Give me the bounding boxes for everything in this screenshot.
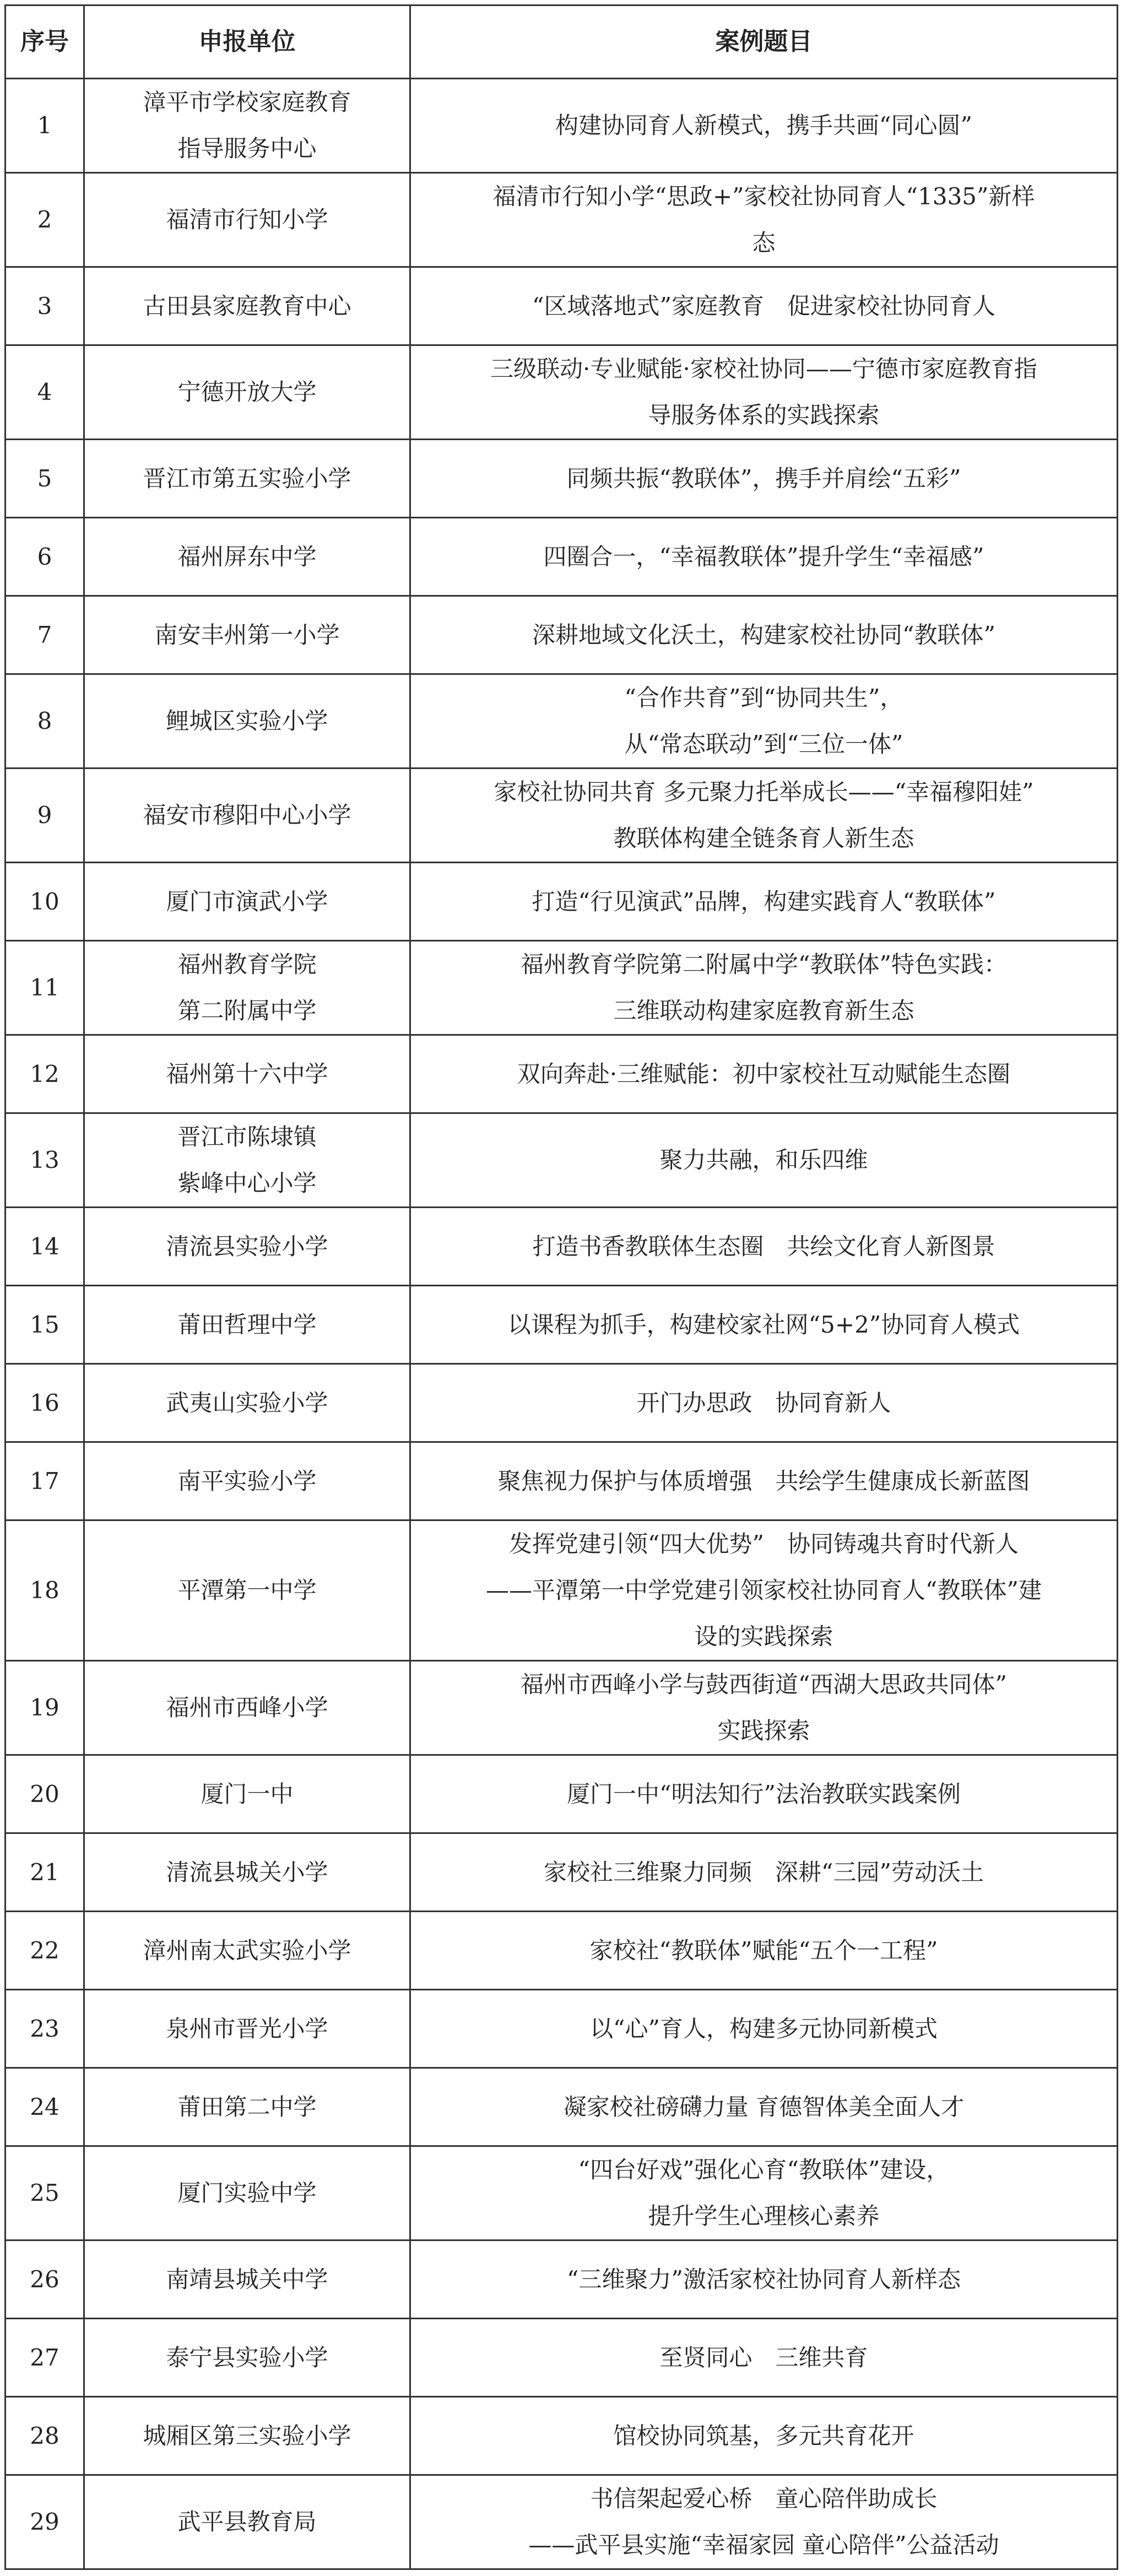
table-row <box>6 2475 1118 2569</box>
row-unit <box>84 596 410 674</box>
row-index <box>6 1520 84 1661</box>
row-unit <box>84 2241 410 2319</box>
row-title <box>410 2068 1118 2146</box>
table-row <box>6 1364 1118 1442</box>
row-index-text: 13 <box>30 1146 59 1173</box>
row-unit-text: 漳平市学校家庭教育 指导服务中心 <box>143 89 351 162</box>
table-row <box>6 1442 1118 1520</box>
row-title <box>410 1755 1118 1833</box>
row-title-text: 至贤同心 三维共育 <box>659 2344 868 2371</box>
row-index-text: 27 <box>30 2344 59 2371</box>
row-index-text: 7 <box>37 621 52 648</box>
row-title <box>410 863 1118 941</box>
row-title-text: “三维聚力”激活家校社协同育人新样态 <box>567 2265 961 2293</box>
row-index-text: 23 <box>30 2015 59 2042</box>
row-unit <box>84 2319 410 2397</box>
row-unit <box>84 79 410 173</box>
table-row <box>6 440 1118 518</box>
row-index-text: 16 <box>30 1389 59 1416</box>
row-title-text: 聚力共融，和乐四维 <box>659 1146 868 1173</box>
row-title <box>410 1208 1118 1286</box>
row-unit-text: 莆田哲理中学 <box>177 1311 317 1338</box>
table-row <box>6 2397 1118 2475</box>
row-unit-text: 晋江市第五实验小学 <box>143 464 351 492</box>
row-title-text: 开门办思政 协同育新人 <box>636 1389 891 1416</box>
table-row <box>6 1113 1118 1208</box>
row-title-text: 双向奔赴·三维赋能：初中家校社互动赋能生态圈 <box>517 1060 1011 1087</box>
row-unit-text: 南平实验小学 <box>177 1467 317 1495</box>
row-unit <box>84 2068 410 2146</box>
row-unit-text: 古田县家庭教育中心 <box>143 292 351 320</box>
row-unit-text: 武夷山实验小学 <box>166 1389 328 1416</box>
row-title-text: 书信架起爱心桥 童心陪伴助成长 ——武平县实施“幸福家园 童心陪伴”公益活动 <box>528 2485 999 2558</box>
row-title-text: 聚焦视力保护与体质增强 共绘学生健康成长新蓝图 <box>497 1467 1030 1495</box>
row-title <box>410 596 1118 674</box>
row-unit-text: 南安丰州第一小学 <box>154 621 340 648</box>
row-title-text: “合作共育”到“协同共生”， 从“常态联动”到“三位一体” <box>624 684 903 757</box>
row-unit-text: 福州第十六中学 <box>166 1060 328 1087</box>
row-index <box>6 1113 84 1208</box>
row-index-text: 28 <box>30 2422 59 2449</box>
row-title <box>410 345 1118 440</box>
row-title-text: 以“心”育人，构建多元协同新模式 <box>590 2015 938 2042</box>
row-unit-text: 福州屏东中学 <box>177 543 317 570</box>
table-row <box>6 345 1118 440</box>
row-unit <box>84 1990 410 2068</box>
row-title-text: 家校社三维聚力同频 深耕“三园”劳动沃土 <box>544 1858 984 1886</box>
row-index <box>6 2475 84 2569</box>
row-unit <box>84 1113 410 1208</box>
row-title-text: 三级联动·专业赋能·家校社协同——宁德市家庭教育指 导服务体系的实践探索 <box>490 355 1037 429</box>
row-title <box>410 2319 1118 2397</box>
table-row <box>6 596 1118 674</box>
row-title-text: 家校社“教联体”赋能“五个一工程” <box>589 1936 938 1964</box>
row-index-text: 9 <box>37 802 52 829</box>
row-title-text: 福州教育学院第二附属中学“教联体”特色实践： 三维联动构建家庭教育新生态 <box>521 951 1007 1024</box>
row-unit-text: 晋江市陈埭镇 紫峰中心小学 <box>177 1123 317 1197</box>
table-row <box>6 674 1118 769</box>
row-title <box>410 1833 1118 1912</box>
row-unit-text: 鲤城区实验小学 <box>166 707 328 734</box>
row-index <box>6 1208 84 1286</box>
row-title <box>410 1520 1118 1661</box>
row-title-text: 厦门一中“明法知行”法治教联实践案例 <box>567 1780 961 1807</box>
row-index <box>6 1442 84 1520</box>
row-title-text: “区域落地式”家庭教育 促进家校社协同育人 <box>532 292 995 320</box>
table-row <box>6 1661 1118 1755</box>
row-unit <box>84 1912 410 1990</box>
row-title <box>410 674 1118 769</box>
row-unit <box>84 267 410 345</box>
row-index-text: 1 <box>37 112 52 139</box>
row-index-text: 3 <box>37 292 52 320</box>
row-title <box>410 2475 1118 2569</box>
row-title-text: 深耕地域文化沃土，构建家校社协同“教联体” <box>532 621 995 648</box>
row-index-text: 5 <box>37 464 52 492</box>
row-index <box>6 518 84 596</box>
row-unit <box>84 941 410 1035</box>
row-unit-text: 平潭第一中学 <box>177 1577 317 1604</box>
row-unit <box>84 1833 410 1912</box>
row-index <box>6 1833 84 1912</box>
table-row <box>6 1520 1118 1661</box>
row-index-text: 19 <box>30 1694 59 1721</box>
row-index-text: 6 <box>37 543 52 570</box>
row-index <box>6 1035 84 1113</box>
table-row <box>6 2319 1118 2397</box>
case-list-table <box>4 4 1118 2570</box>
row-index <box>6 596 84 674</box>
row-title <box>410 1113 1118 1208</box>
row-unit-text: 泉州市晋光小学 <box>166 2015 328 2042</box>
row-index <box>6 345 84 440</box>
row-unit <box>84 769 410 863</box>
row-title <box>410 1364 1118 1442</box>
row-title-text: 福清市行知小学“思政+”家校社协同育人“1335”新样 态 <box>492 183 1035 256</box>
row-unit <box>84 2146 410 2241</box>
table-row <box>6 267 1118 345</box>
row-title <box>410 440 1118 518</box>
row-index <box>6 2397 84 2475</box>
row-unit <box>84 1755 410 1833</box>
row-index-text: 2 <box>37 206 52 233</box>
row-index-text: 21 <box>30 1858 59 1886</box>
table-row <box>6 173 1118 267</box>
row-title <box>410 1990 1118 2068</box>
row-index-text: 8 <box>37 707 52 734</box>
row-title <box>410 2241 1118 2319</box>
row-unit-text: 清流县实验小学 <box>166 1232 328 1260</box>
header-unit: 申报单位 <box>84 6 410 79</box>
table-header-row <box>6 6 1118 79</box>
row-unit <box>84 1286 410 1364</box>
row-index <box>6 267 84 345</box>
row-index <box>6 1755 84 1833</box>
row-index <box>6 173 84 267</box>
row-index <box>6 941 84 1035</box>
row-unit <box>84 863 410 941</box>
row-unit-text: 城厢区第三实验小学 <box>143 2422 351 2449</box>
row-unit <box>84 2397 410 2475</box>
row-title <box>410 1035 1118 1113</box>
row-unit-text: 厦门一中 <box>201 1780 294 1807</box>
table-row <box>6 1990 1118 2068</box>
row-index <box>6 1912 84 1990</box>
row-title <box>410 267 1118 345</box>
header-title: 案例题目 <box>410 6 1118 79</box>
row-index-text: 10 <box>30 887 59 915</box>
row-index <box>6 2319 84 2397</box>
row-unit <box>84 1661 410 1755</box>
row-index <box>6 1364 84 1442</box>
table-row <box>6 2146 1118 2241</box>
table-row <box>6 863 1118 941</box>
row-title-text: 打造书香教联体生态圈 共绘文化育人新图景 <box>532 1232 995 1260</box>
table-row <box>6 1208 1118 1286</box>
row-unit <box>84 1364 410 1442</box>
row-unit-text: 福清市行知小学 <box>166 206 328 233</box>
table-row <box>6 1833 1118 1912</box>
row-unit <box>84 1208 410 1286</box>
row-index <box>6 863 84 941</box>
row-index <box>6 1661 84 1755</box>
row-unit-text: 厦门实验中学 <box>177 2179 317 2206</box>
row-title <box>410 769 1118 863</box>
row-unit <box>84 518 410 596</box>
row-unit <box>84 440 410 518</box>
row-unit <box>84 345 410 440</box>
row-index <box>6 440 84 518</box>
row-unit <box>84 1442 410 1520</box>
row-index-text: 24 <box>30 2093 59 2120</box>
row-unit <box>84 1035 410 1113</box>
header-index: 序号 <box>6 6 84 79</box>
row-title-text: 打造“行见演武”品牌，构建实践育人“教联体” <box>532 887 996 915</box>
row-title <box>410 1912 1118 1990</box>
row-index-text: 22 <box>30 1936 59 1964</box>
row-unit-text: 福州教育学院 第二附属中学 <box>177 951 317 1024</box>
table-row <box>6 1035 1118 1113</box>
row-title <box>410 1442 1118 1520</box>
table-row <box>6 769 1118 863</box>
row-index <box>6 2146 84 2241</box>
row-title <box>410 1286 1118 1364</box>
row-unit-text: 泰宁县实验小学 <box>166 2344 328 2371</box>
table-row <box>6 1912 1118 1990</box>
row-unit-text: 莆田第二中学 <box>177 2093 317 2120</box>
row-title-text: 馆校协同筑基，多元共育花开 <box>613 2422 914 2449</box>
row-title-text: 福州市西峰小学与鼓西街道“西湖大思政共同体” 实践探索 <box>521 1671 1007 1744</box>
row-title <box>410 79 1118 173</box>
table-row <box>6 518 1118 596</box>
row-index-text: 15 <box>30 1311 59 1338</box>
row-title-text: 凝家校社磅礴力量 育德智体美全面人才 <box>563 2093 965 2120</box>
row-index-text: 4 <box>37 378 52 405</box>
table-row <box>6 1755 1118 1833</box>
table-row <box>6 2068 1118 2146</box>
row-unit-text: 宁德开放大学 <box>177 378 317 405</box>
row-title-text: 四圈合一，“幸福教联体”提升学生“幸福感” <box>543 543 984 570</box>
row-title-text: 以课程为抓手，构建校家社网“5+2”协同育人模式 <box>507 1311 1020 1338</box>
row-unit <box>84 1520 410 1661</box>
row-index-text: 26 <box>30 2265 59 2293</box>
row-unit <box>84 2475 410 2569</box>
row-index <box>6 769 84 863</box>
table-row <box>6 2241 1118 2319</box>
row-title <box>410 1661 1118 1755</box>
row-index-text: 11 <box>30 974 59 1001</box>
row-unit-text: 南靖县城关中学 <box>166 2265 328 2293</box>
row-title-text: 同频共振“教联体”，携手并肩绘“五彩” <box>566 464 961 492</box>
row-index-text: 14 <box>30 1232 59 1260</box>
row-unit <box>84 674 410 769</box>
row-index <box>6 79 84 173</box>
row-index-text: 25 <box>30 2179 59 2206</box>
row-index <box>6 2241 84 2319</box>
row-index-text: 12 <box>30 1060 59 1087</box>
row-unit-text: 福州市西峰小学 <box>166 1694 328 1721</box>
row-title <box>410 518 1118 596</box>
row-unit-text: 清流县城关小学 <box>166 1858 328 1886</box>
table-row <box>6 79 1118 173</box>
row-title <box>410 173 1118 267</box>
row-title-text: 构建协同育人新模式，携手共画“同心圆” <box>555 112 972 139</box>
row-title <box>410 2397 1118 2475</box>
table-row <box>6 941 1118 1035</box>
row-index <box>6 2068 84 2146</box>
row-title-text: 发挥党建引领“四大优势” 协同铸魂共育时代新人 ——平潭第一中学党建引领家校社协同育人“教联体”建 设的实践探索 <box>486 1530 1042 1650</box>
row-index-text: 29 <box>30 2508 59 2535</box>
row-index <box>6 674 84 769</box>
row-index-text: 18 <box>30 1577 59 1604</box>
row-unit-text: 厦门市演武小学 <box>166 887 328 915</box>
row-unit-text: 武平县教育局 <box>177 2508 317 2535</box>
row-title-text: 家校社协同共育 多元聚力托举成长——“幸福穆阳娃” 教联体构建全链条育人新生态 <box>494 778 1034 852</box>
row-index-text: 20 <box>30 1780 59 1807</box>
row-unit-text: 福安市穆阳中心小学 <box>143 802 351 829</box>
table-row <box>6 1286 1118 1364</box>
row-title <box>410 2146 1118 2241</box>
row-title-text: “四台好戏”强化心育“教联体”建设， 提升学生心理核心素养 <box>578 2156 950 2229</box>
row-index-text: 17 <box>30 1467 59 1495</box>
row-index <box>6 1286 84 1364</box>
row-index <box>6 1990 84 2068</box>
row-unit <box>84 173 410 267</box>
row-title <box>410 941 1118 1035</box>
row-unit-text: 漳州南太武实验小学 <box>143 1936 351 1964</box>
